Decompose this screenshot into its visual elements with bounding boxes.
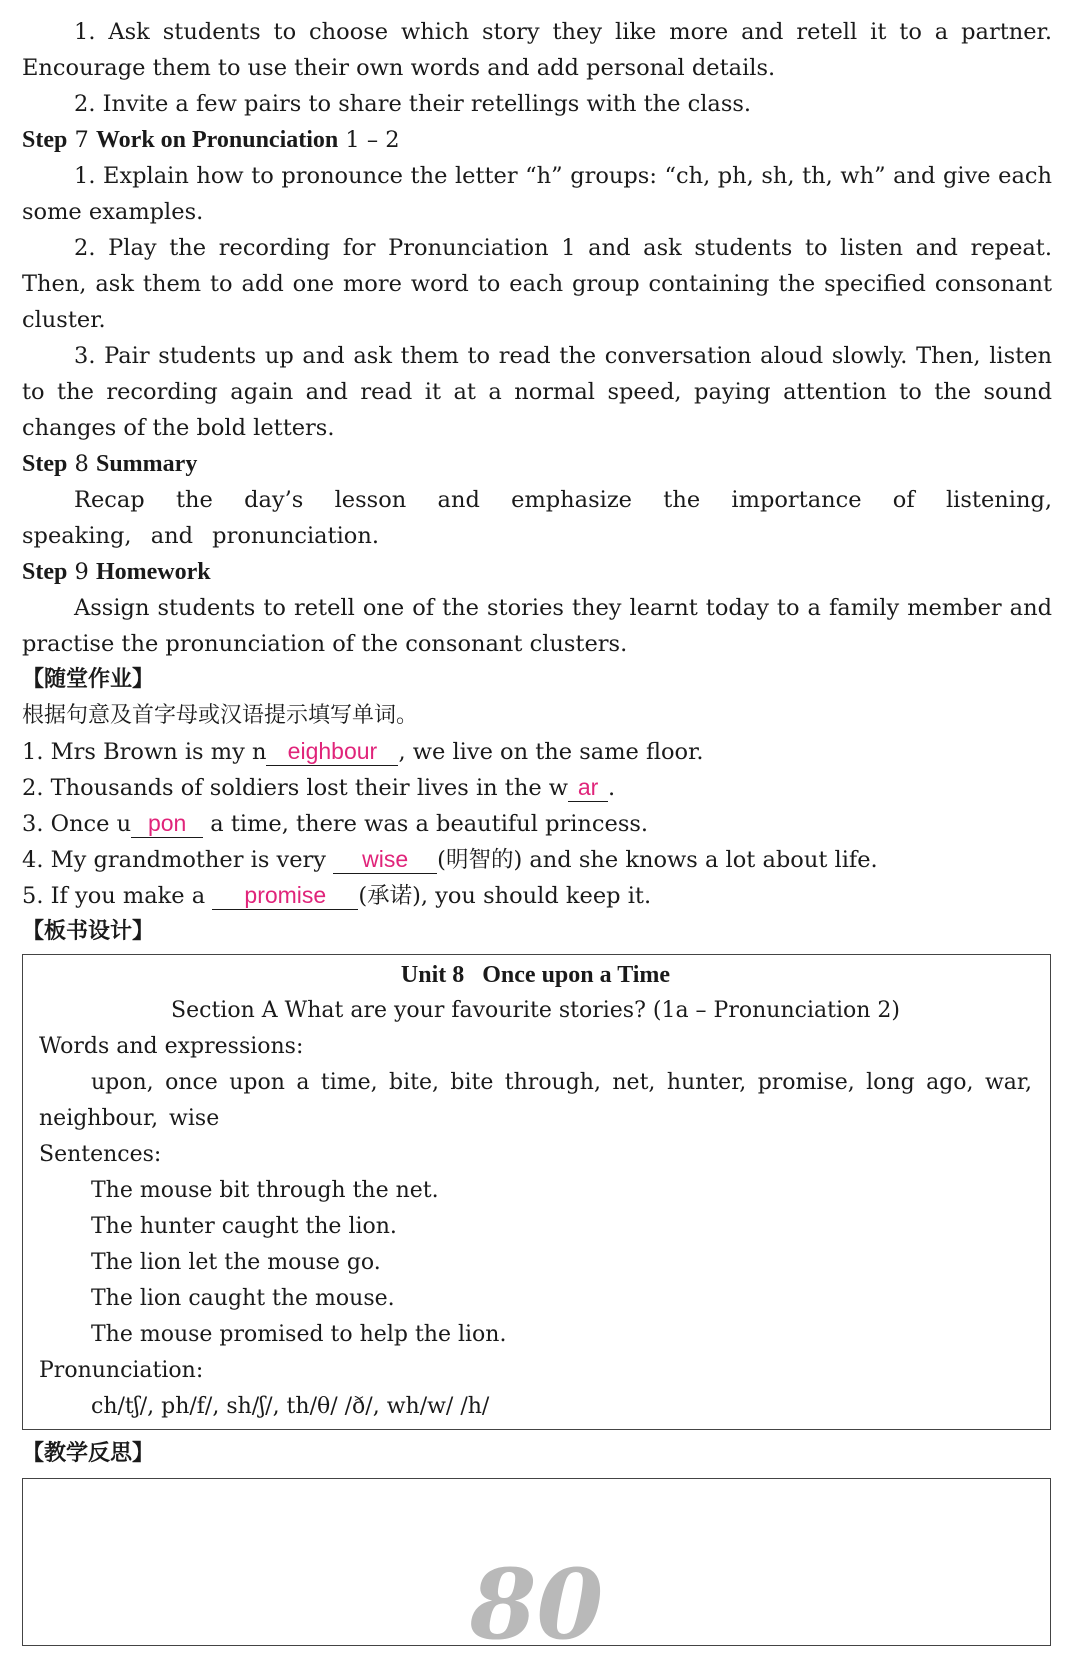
board-heading: 【板书设计】 bbox=[22, 919, 155, 944]
sentence-item: The mouse bit through the net. bbox=[91, 1178, 439, 1203]
board-title: Unit 8 Once upon a Time bbox=[400, 962, 671, 988]
sentence-item: The hunter caught the lion. bbox=[91, 1214, 397, 1239]
page-number: 80 bbox=[469, 1548, 604, 1661]
step7-item-2: 2. Play the recording for Pronunciation 1 and ask students to listen and repeat. Then, ask them to add one more word to each group containing the specified consonant cluster. bbox=[22, 235, 1052, 333]
exercise-item-4: 4. My grandmother is very wise (明智的) and she knows a lot about life. bbox=[22, 846, 878, 873]
step-title: Work on Pronunciation bbox=[95, 127, 339, 153]
exercise-item-5: 5. If you make a promise (承诺), you should keep it. bbox=[22, 882, 652, 909]
sentences-label: Sentences: bbox=[39, 1142, 162, 1167]
step-title: Summary bbox=[95, 451, 198, 477]
step-number: 8 bbox=[74, 451, 89, 477]
sentence-item: The mouse promised to help the lion. bbox=[91, 1322, 507, 1347]
step-label: Step bbox=[22, 451, 68, 477]
step8-heading bbox=[22, 446, 1052, 482]
answer-blank[interactable] bbox=[266, 738, 398, 766]
step9-text: Assign students to retell one of the stories they learnt today to a family member and practise the pronunciation of the consonant clusters. bbox=[22, 595, 1052, 657]
answer-text: promise bbox=[244, 882, 327, 908]
step-label: Step bbox=[22, 127, 68, 153]
answer-text: ar bbox=[577, 774, 599, 800]
board-subtitle: Section A What are your favourite stories? (1a – Pronunciation 2) bbox=[171, 998, 900, 1023]
step-range: 1 – 2 bbox=[345, 127, 400, 153]
reflection-heading: 【教学反思】 bbox=[22, 1441, 155, 1466]
step-number: 9 bbox=[74, 559, 89, 585]
step7-heading bbox=[22, 122, 1052, 158]
step8-text: Recap the day’s lesson and emphasize the importance of listening, speaking, and pronunciation. bbox=[22, 487, 1052, 549]
exercise-item-1: 1. Mrs Brown is my n eighbour , we live on the same floor. bbox=[22, 738, 704, 765]
words-label: Words and expressions: bbox=[39, 1034, 304, 1059]
exercise-item-3: 3. Once u pon a time, there was a beautiful princess. bbox=[22, 810, 649, 837]
step9-heading bbox=[22, 554, 1052, 590]
answer-blank[interactable] bbox=[568, 774, 608, 802]
homework-heading: 【随堂作业】 bbox=[22, 667, 155, 692]
step-number: 7 bbox=[74, 127, 89, 153]
answer-text: eighbour bbox=[287, 738, 378, 764]
answer-blank[interactable] bbox=[131, 810, 203, 838]
step-label: Step bbox=[22, 559, 68, 585]
answer-blank[interactable] bbox=[333, 846, 437, 874]
step6-item-1: 1. Ask students to choose which story they like more and retell it to a partner. Encourage them to use their own words and add personal details. bbox=[22, 19, 1052, 81]
words-list: upon, once upon a time, bite, bite through, net, hunter, promise, long ago, war, neighbour, wise bbox=[39, 1070, 1032, 1131]
step-title: Homework bbox=[95, 559, 211, 585]
homework-instruction: 根据句意及首字母或汉语提示填写单词。 bbox=[22, 703, 419, 728]
step7-item-1: 1. Explain how to pronounce the letter “h” groups: “ch, ph, sh, th, wh” and give each some examples. bbox=[22, 163, 1052, 225]
reflection-box[interactable] bbox=[22, 1478, 1051, 1661]
pronunciation-list: ch/tʃ/, ph/f/, sh/ʃ/, th/θ/ /ð/, wh/w/ /h/ bbox=[91, 1394, 490, 1419]
step7-item-3: 3. Pair students up and ask them to read the conversation aloud slowly. Then, listen to the recording again and read it at a normal speed, paying attention to the sound changes of the bold letters. bbox=[22, 343, 1052, 441]
answer-blank[interactable] bbox=[212, 882, 358, 910]
exercise-item-2: 2. Thousands of soldiers lost their lives in the w ar . bbox=[22, 774, 616, 801]
pronunciation-label: Pronunciation: bbox=[39, 1358, 204, 1383]
answer-text: wise bbox=[362, 846, 409, 872]
answer-text: pon bbox=[147, 810, 187, 836]
sentence-item: The lion let the mouse go. bbox=[91, 1250, 381, 1275]
board-design-box bbox=[22, 954, 1051, 1430]
step6-item-2: 2. Invite a few pairs to share their retellings with the class. bbox=[74, 91, 752, 117]
page-content bbox=[22, 14, 1052, 1661]
sentence-item: The lion caught the mouse. bbox=[91, 1286, 395, 1311]
